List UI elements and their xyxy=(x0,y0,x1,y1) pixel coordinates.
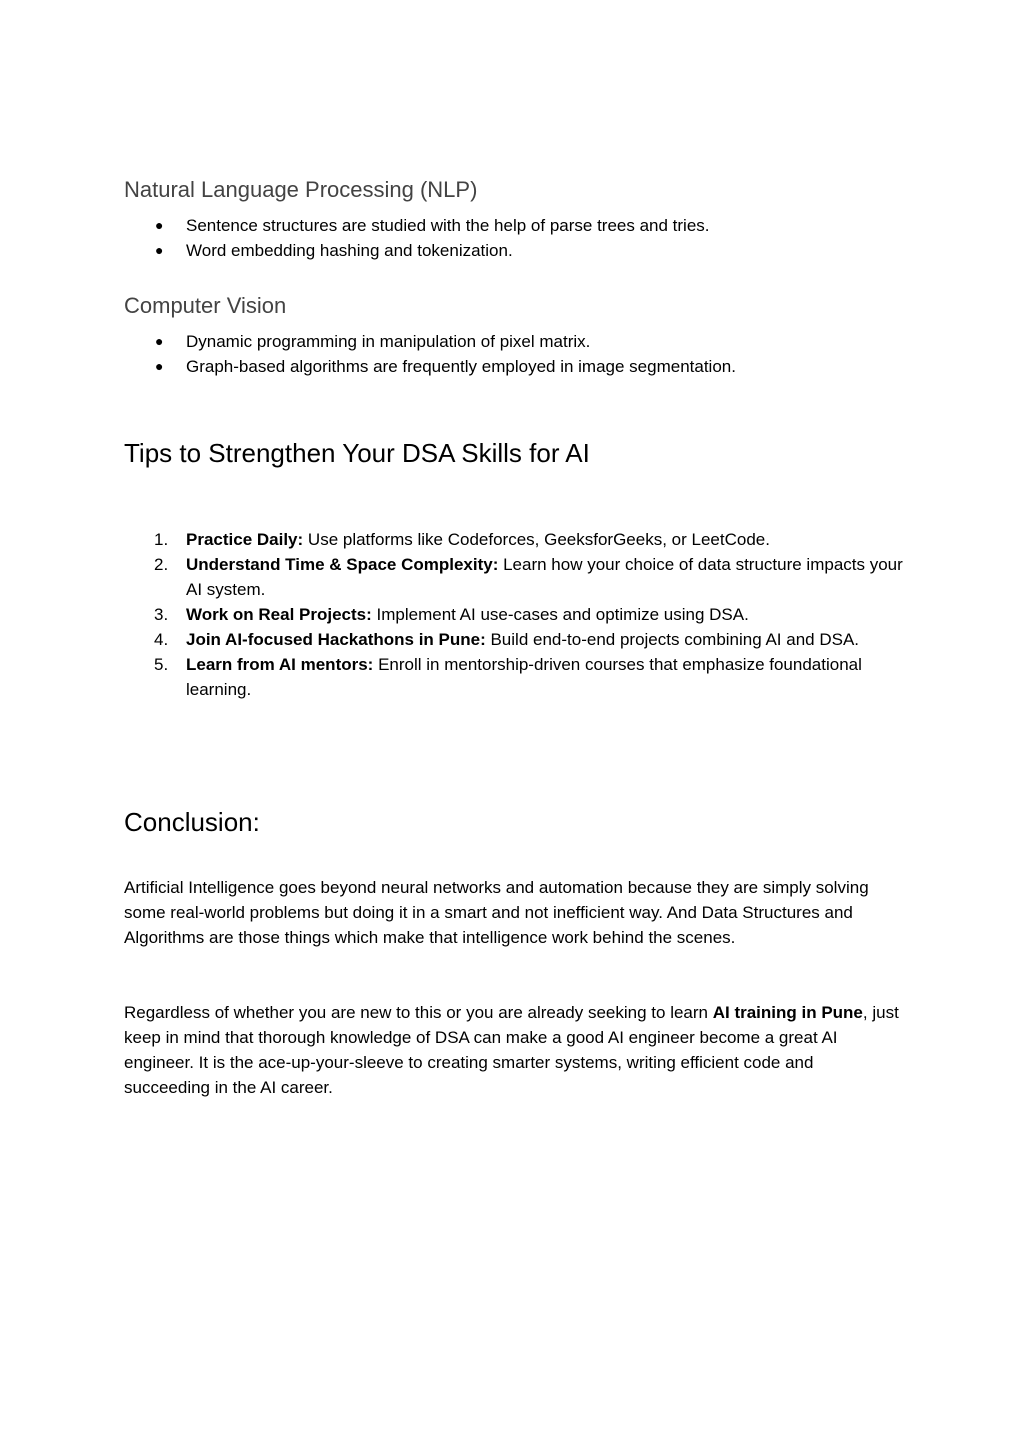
bullet-icon: ● xyxy=(155,333,164,349)
tip-text: Use platforms like Codeforces, GeeksforGeeks, or LeetCode. xyxy=(303,530,770,549)
tip-text: Implement AI use-cases and optimize using DSA. xyxy=(371,605,749,624)
conclusion-heading: Conclusion: xyxy=(124,807,260,837)
list-item xyxy=(124,213,904,238)
list-item-text: Dynamic programming in manipulation of pixel matrix. xyxy=(186,332,591,351)
tips-numbered-list xyxy=(124,527,904,702)
list-item xyxy=(124,527,904,552)
list-number: 5. xyxy=(154,655,169,674)
list-item xyxy=(124,238,904,263)
list-number: 4. xyxy=(154,630,169,649)
nlp-heading: Natural Language Processing (NLP) xyxy=(124,177,478,202)
conclusion-paragraph-2 xyxy=(124,1000,904,1100)
list-item xyxy=(124,552,904,602)
tip-title: Understand Time & Space Complexity: xyxy=(186,555,499,574)
list-item xyxy=(124,329,904,354)
conclusion-paragraph-1: Artificial Intelligence goes beyond neural networks and automation because they are simply solving some real-world problems but doing it in a smart and not inefficient way. And Data Structures and Algorithms are those things which make that intelligence work behind the scenes. xyxy=(124,878,869,947)
list-item-text: Graph-based algorithms are frequently employed in image segmentation. xyxy=(186,357,736,376)
bullet-icon: ● xyxy=(155,217,164,233)
list-item-text: Word embedding hashing and tokenization. xyxy=(186,241,513,260)
cv-heading: Computer Vision xyxy=(124,293,287,318)
tip-text: Enroll in mentorship-driven courses that emphasize foundational learning. xyxy=(186,655,862,699)
bullet-icon: ● xyxy=(155,358,164,374)
paragraph-text: , just keep in mind that thorough knowledge of DSA can make a good AI engineer become a great AI engineer. It is the ace-up-your-sleeve to creating smarter systems, writing efficient code and succeeding in the AI career. xyxy=(124,1003,899,1097)
bullet-icon: ● xyxy=(155,242,164,258)
tip-title: Work on Real Projects: xyxy=(186,605,372,624)
training-link-text: AI training in Pune xyxy=(712,1003,863,1022)
tip-title: Learn from AI mentors: xyxy=(186,655,374,674)
tip-text: Build end-to-end projects combining AI and DSA. xyxy=(485,630,860,649)
tip-text: Learn how your choice of data structure impacts your AI system. xyxy=(186,555,903,599)
list-number: 3. xyxy=(154,605,169,624)
tip-title: Practice Daily: xyxy=(186,530,304,549)
list-item xyxy=(124,627,904,652)
list-item xyxy=(124,354,904,379)
list-number: 2. xyxy=(154,555,169,574)
list-item xyxy=(124,652,904,702)
tips-heading: Tips to Strengthen Your DSA Skills for AI xyxy=(124,438,590,468)
list-item xyxy=(124,602,904,627)
list-number: 1. xyxy=(154,530,169,549)
list-item-text: Sentence structures are studied with the help of parse trees and tries. xyxy=(186,216,710,235)
tip-title: Join AI-focused Hackathons in Pune: xyxy=(186,630,486,649)
nlp-bullet-list xyxy=(124,213,904,263)
paragraph-text: Regardless of whether you are new to this or you are already seeking to learn xyxy=(124,1003,713,1022)
cv-bullet-list xyxy=(124,329,904,379)
